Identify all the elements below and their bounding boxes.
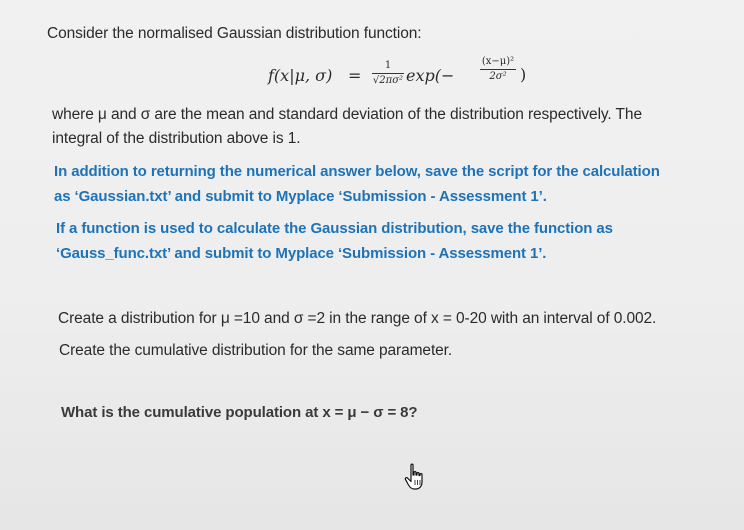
hand-pointer-icon <box>404 463 426 491</box>
question-text: What is the cumulative population at x = μ − σ = 8? <box>61 404 418 421</box>
formula-lhs: f(x|μ, σ) <box>268 66 333 85</box>
formula-exp: exp(− <box>406 66 455 85</box>
exponent-denominator: 2σ² <box>489 71 507 82</box>
instruction-function-line2: ‘Gauss_func.txt’ and submit to Myplace ‘Submission - Assessment 1’. <box>56 245 547 262</box>
task-cumulative: Create the cumulative distribution for the same parameter. <box>59 342 453 359</box>
normalisation-fraction <box>372 60 404 87</box>
instruction-blue-line1: In addition to returning the numerical answer below, save the script for the calculation <box>54 163 660 180</box>
task-distribution: Create a distribution for μ =10 and σ =2 in the range of x = 0-20 with an interval of 0.002. <box>58 310 657 327</box>
where-text-line1: where μ and σ are the mean and standard deviation of the distribution respectively. The <box>52 106 642 123</box>
exponent-numerator: (x−μ)² <box>481 56 515 67</box>
instruction-blue-line2: as ‘Gaussian.txt’ and submit to Myplace ‘Submission - Assessment 1’. <box>54 188 547 205</box>
exponent-fraction <box>480 56 516 83</box>
fraction-denominator: √2πσ² <box>372 75 404 86</box>
formula-close: ) <box>520 65 527 84</box>
gaussian-formula <box>268 56 568 100</box>
where-text-line2: integral of the distribution above is 1. <box>52 130 301 147</box>
fraction-numerator: 1 <box>384 60 392 71</box>
formula-equals: = <box>348 66 362 85</box>
instruction-function-line1: If a function is used to calculate the Gaussian distribution, save the function as <box>56 220 613 237</box>
intro-text: Consider the normalised Gaussian distribution function: <box>47 25 422 42</box>
